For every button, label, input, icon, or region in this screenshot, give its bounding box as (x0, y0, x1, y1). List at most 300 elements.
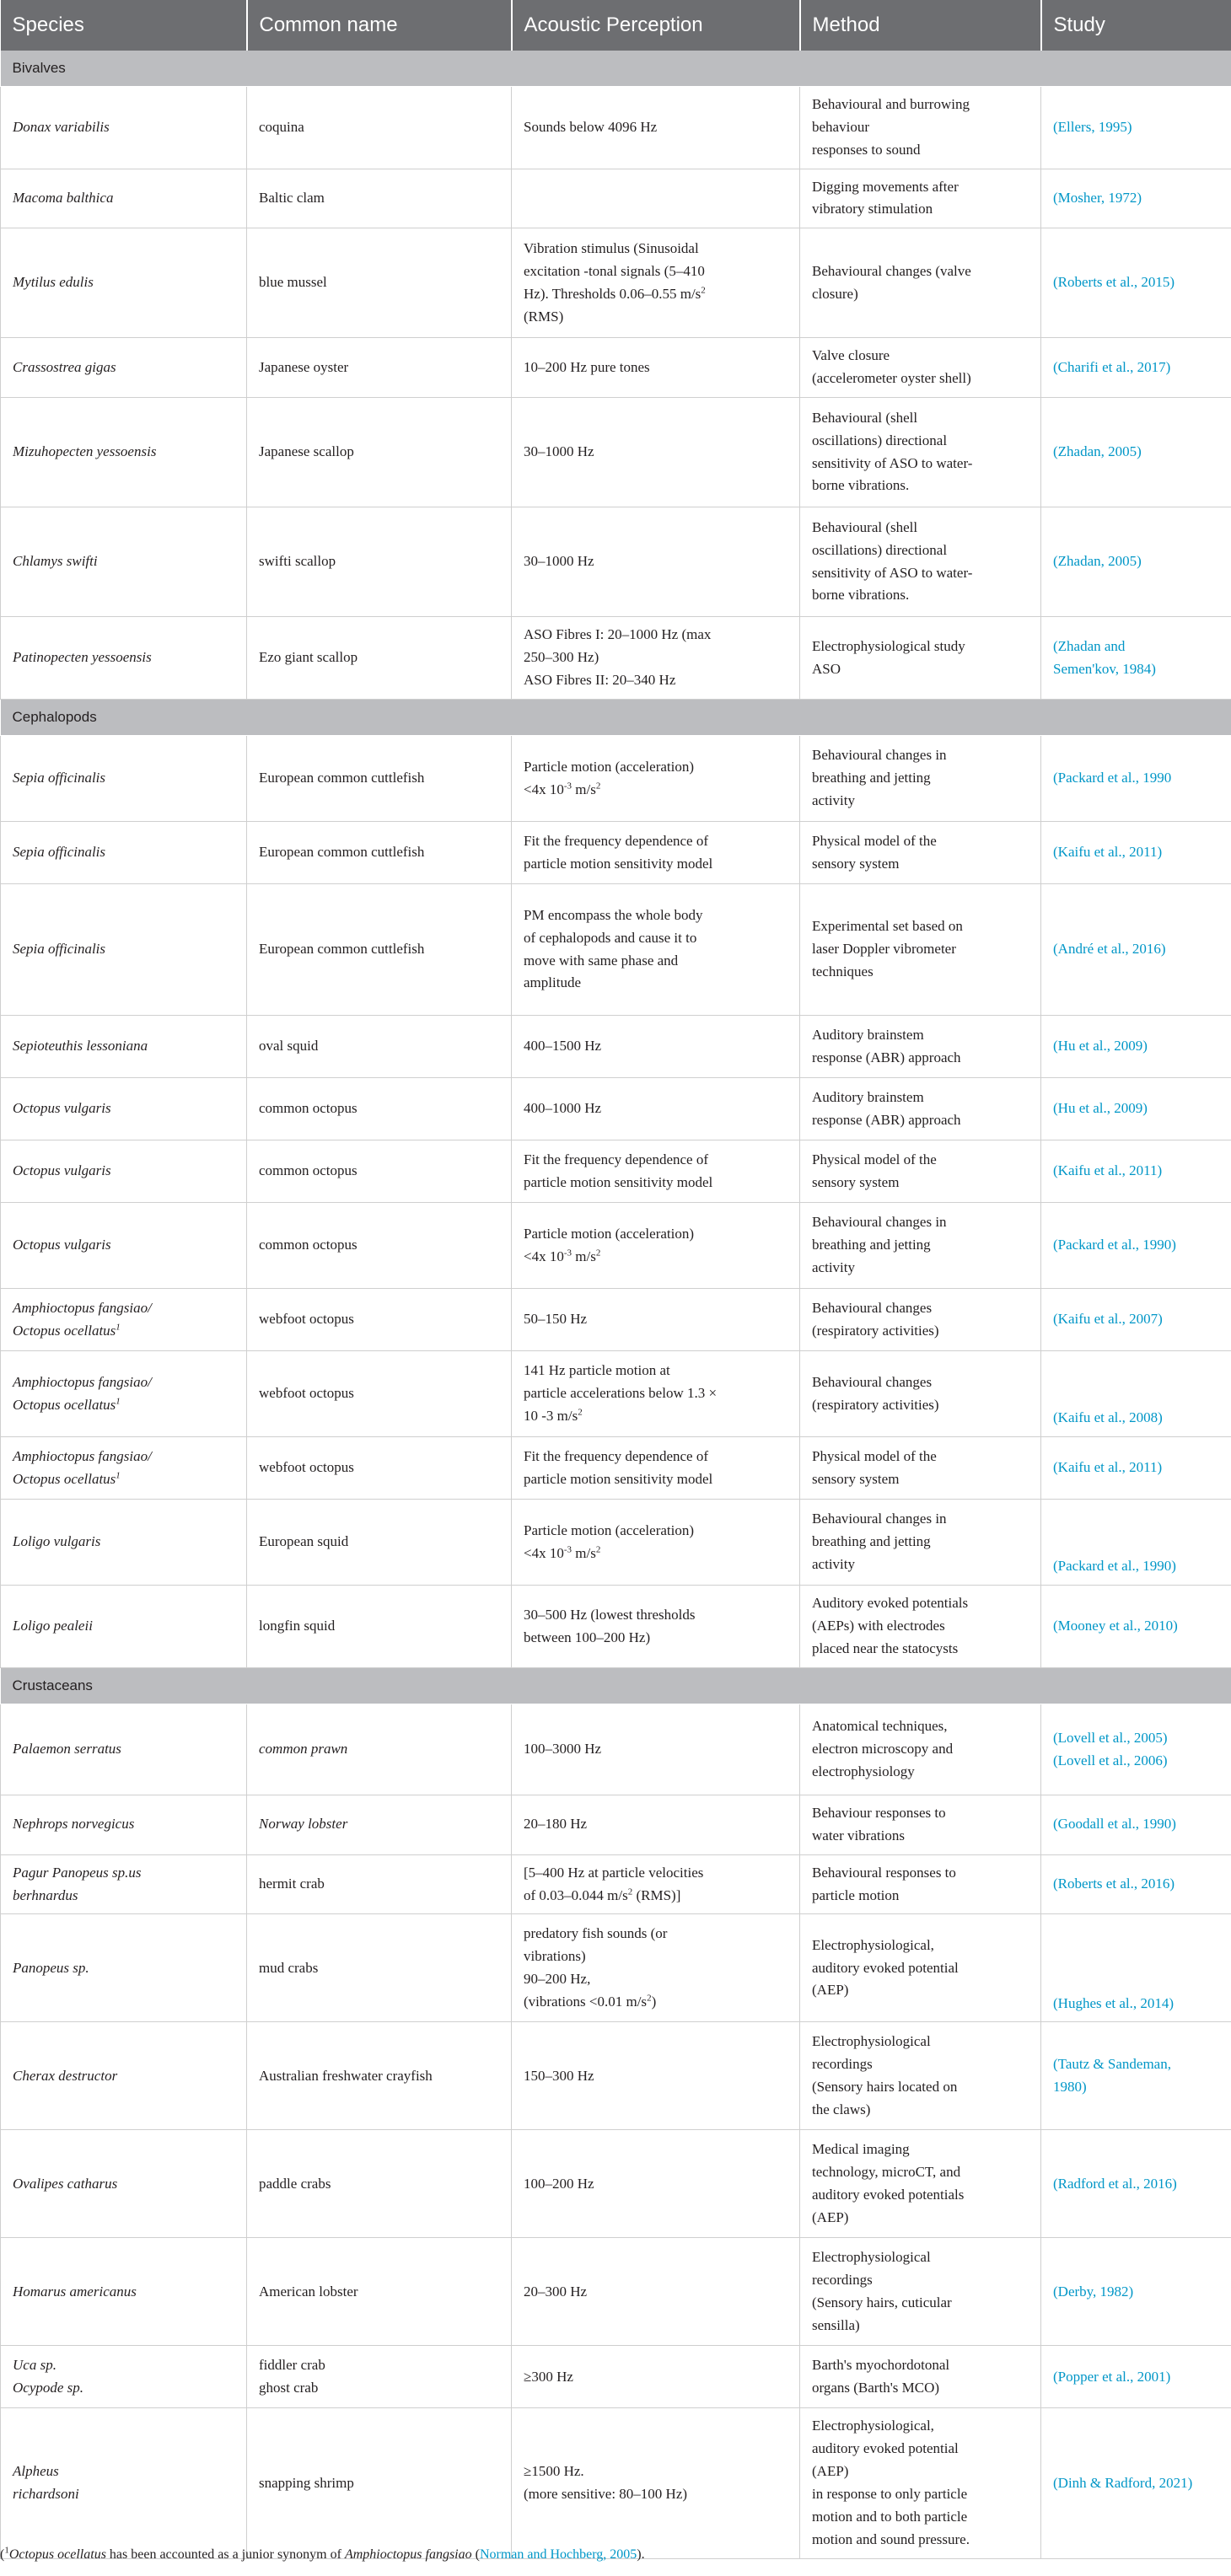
acoustic-perception-cell (512, 617, 800, 700)
header-acoustic-perception: Acoustic Perception (512, 0, 800, 51)
common-name-cell (247, 822, 512, 884)
method-line: Behavioural changes (812, 1373, 933, 1390)
method-cell (800, 1203, 1041, 1289)
method-line: breathing and jetting (812, 1237, 931, 1253)
acoustic-perception-line: particle motion sensitivity model (524, 855, 713, 872)
study-cell[interactable] (1041, 1500, 1231, 1586)
table-row (1, 1437, 1231, 1500)
species-cell (1, 1704, 247, 1795)
method-line: Barth's myochordotonal (812, 2357, 950, 2374)
method-line: activity (812, 1258, 855, 1275)
acoustic-perception-line: 400–1500 Hz (524, 1038, 602, 1055)
common-name-cell (247, 1704, 512, 1795)
method-line: (AEP) (812, 1982, 849, 1999)
table-row (1, 884, 1231, 1016)
study-line[interactable]: (Kaifu et al., 2011) (1053, 1162, 1163, 1179)
study-line[interactable]: (Derby, 1982) (1053, 2283, 1134, 2300)
common-name-line: webfoot octopus (259, 1459, 354, 1476)
common-name-line: mud crabs (259, 1959, 319, 1976)
common-name-cell (247, 1203, 512, 1289)
study-line[interactable]: (Popper et al., 2001) (1053, 2368, 1171, 2385)
method-cell (800, 884, 1041, 1016)
study-cell[interactable] (1041, 2408, 1231, 2558)
acoustic-perception-line: of 0.03–0.044 $m/s^2$ (RMS)] (524, 1886, 681, 1903)
study-cell[interactable] (1041, 398, 1231, 507)
study-line[interactable]: (Hu et al., 2009) (1053, 1038, 1148, 1055)
study-cell[interactable] (1041, 87, 1231, 169)
species-cell (1, 1140, 247, 1203)
study-line[interactable]: (Goodall et al., 1990) (1053, 1816, 1176, 1833)
table-row (1, 87, 1231, 169)
study-line[interactable]: (André et al., 2016) (1053, 941, 1166, 958)
method-line: sensilla) (812, 2316, 860, 2333)
table-row (1, 1795, 1231, 1855)
common-name-cell (247, 87, 512, 169)
method-line: the claws) (812, 2101, 871, 2117)
header-species: Species (1, 0, 247, 51)
common-name-cell (247, 1078, 512, 1140)
method-line: Auditory evoked potentials (812, 1595, 969, 1612)
common-name-line: longfin squid (259, 1618, 336, 1634)
method-cell (800, 822, 1041, 884)
common-name-cell (247, 1914, 512, 2022)
study-line[interactable]: (Mooney et al., 2010) (1053, 1618, 1178, 1634)
method-line: (respiratory activities) (812, 1322, 939, 1339)
acoustic-perception-cell (512, 1914, 800, 2022)
study-cell[interactable] (1041, 1437, 1231, 1500)
species-line: Patinopecten yessoensis (13, 649, 152, 666)
acoustic-perception-line: amplitude (524, 974, 581, 991)
method-line: placed near the statocysts (812, 1640, 959, 1656)
study-line[interactable]: (Dinh & Radford, 2021) (1053, 2474, 1193, 2491)
group-row (1, 700, 1231, 736)
study-line[interactable]: 1980) (1053, 2078, 1087, 2095)
acoustic-perception-cell (512, 2022, 800, 2130)
study-line[interactable]: (Lovell et al., 2005) (1053, 1729, 1168, 1746)
acoustic-perception-cell (512, 2130, 800, 2238)
study-line[interactable]: (Zhadan, 2005) (1053, 443, 1142, 460)
footnote-close: ). (637, 2547, 645, 2562)
table-header (1, 0, 1231, 51)
study-line[interactable]: (Kaifu et al., 2008) (1053, 1409, 1163, 1426)
method-line: (AEPs) with electrodes (812, 1618, 945, 1634)
method-line: breathing and jetting (812, 770, 931, 786)
species-line: Sepia officinalis (13, 844, 106, 861)
acoustic-perception-line: Particle motion (acceleration) (524, 758, 695, 775)
acoustic-perception-line: Fit the frequency dependence of (524, 1151, 709, 1167)
common-name-cell (247, 1437, 512, 1500)
acoustic-perception-line: Sounds below 4096 Hz (524, 118, 658, 135)
acoustic-perception-line: between 100–200 Hz) (524, 1629, 651, 1645)
study-cell[interactable] (1041, 507, 1231, 617)
common-name-line: paddle crabs (259, 2175, 331, 2192)
species-line: Uca sp. (13, 2357, 56, 2374)
species-line: richardsoni (13, 2486, 79, 2503)
species-line: Pagur Panopeus sp.us (13, 1864, 142, 1881)
table-row (1, 169, 1231, 228)
method-line: recordings (812, 2272, 873, 2289)
species-line: Alpheus (13, 2463, 59, 2480)
species-line: Octopus ocellatus$^1$ (13, 1395, 121, 1413)
species-cell (1, 617, 247, 700)
species-line: Nephrops norvegicus (13, 1816, 135, 1833)
common-name-line: oval squid (259, 1038, 319, 1055)
method-cell (800, 1016, 1041, 1078)
study-cell[interactable] (1041, 228, 1231, 338)
method-line: laser Doppler vibrometer (812, 941, 956, 958)
method-line: Anatomical techniques, (812, 1718, 948, 1735)
common-name-line: webfoot octopus (259, 1311, 354, 1328)
species-line: Octopus ocellatus$^1$ (13, 1469, 121, 1487)
acoustic-perception-cell (512, 1140, 800, 1203)
study-cell[interactable] (1041, 2130, 1231, 2238)
group-label: Cephalopods (1, 700, 1231, 736)
species-cell (1, 2408, 247, 2558)
method-line: activity (812, 792, 855, 808)
species-line: Sepia officinalis (13, 770, 106, 786)
method-line: activity (812, 1555, 855, 1572)
method-cell (800, 2238, 1041, 2346)
study-line[interactable]: (Lovell et al., 2006) (1053, 1752, 1168, 1768)
method-line: Auditory brainstem (812, 1088, 924, 1105)
study-line[interactable]: (Radford et al., 2016) (1053, 2175, 1177, 2192)
study-line[interactable]: (Roberts et al., 2016) (1053, 1876, 1175, 1892)
species-line: berhnardus (13, 1886, 78, 1903)
common-name-line: European squid (259, 1533, 349, 1550)
acoustic-perception-line: <4x $10^{-3}$ $m/s^2$ (524, 1543, 601, 1561)
study-line[interactable]: Semen'kov, 1984) (1053, 660, 1156, 677)
study-cell[interactable] (1041, 1586, 1231, 1668)
method-cell (800, 398, 1041, 507)
method-line: response (ABR) approach (812, 1111, 961, 1128)
method-cell (800, 338, 1041, 398)
method-line: auditory evoked potential (812, 1959, 959, 1976)
method-line: borne vibrations. (812, 477, 910, 494)
method-cell (800, 2130, 1041, 2238)
common-name-cell (247, 1854, 512, 1914)
study-line[interactable]: (Charifi et al., 2017) (1053, 358, 1171, 375)
footnote-mark: 1 (4, 2545, 9, 2556)
species-cell (1, 338, 247, 398)
common-name-line: swifti scallop (259, 553, 336, 570)
study-cell[interactable] (1041, 2022, 1231, 2130)
table-row (1, 1289, 1231, 1351)
common-name-line: blue mussel (259, 274, 327, 291)
study-cell[interactable] (1041, 884, 1231, 1016)
species-line: Macoma balthica (13, 190, 114, 206)
species-line: Cherax destructor (13, 2067, 118, 2084)
acoustic-perception-line: 50–150 Hz (524, 1311, 588, 1328)
method-line: Behavioural and burrowing behaviour (812, 96, 970, 135)
acoustic-perception-line: 30–1000 Hz (524, 553, 594, 570)
species-cell (1, 1437, 247, 1500)
study-cell[interactable] (1041, 1854, 1231, 1914)
group-label: Crustaceans (1, 1668, 1231, 1704)
study-line[interactable]: (Kaifu et al., 2011) (1053, 1459, 1163, 1476)
common-name-line: snapping shrimp (259, 2474, 354, 2491)
acoustic-perception-cell (512, 1586, 800, 1668)
acoustic-perception-line: particle motion sensitivity model (524, 1470, 713, 1487)
study-cell[interactable] (1041, 736, 1231, 822)
method-line: Behavioural (shell (812, 409, 918, 426)
common-name-cell (247, 398, 512, 507)
footnote-text: has been accounted as a junior synonym of (105, 2547, 345, 2562)
common-name-cell (247, 1586, 512, 1668)
study-line[interactable]: (Hu et al., 2009) (1053, 1100, 1148, 1117)
method-line: Behaviour responses to (812, 1805, 946, 1822)
common-name-cell (247, 1500, 512, 1586)
study-line[interactable]: (Tautz & Sandeman, (1053, 2056, 1171, 2073)
footnote-species-name: Octopus ocellatus (8, 2547, 106, 2562)
method-cell (800, 1078, 1041, 1140)
method-cell (800, 2022, 1041, 2130)
study-cell[interactable] (1041, 338, 1231, 398)
table-row (1, 736, 1231, 822)
study-line[interactable]: (Packard et al., 1990) (1053, 1558, 1176, 1575)
method-line: Valve closure (812, 347, 890, 364)
study-cell[interactable] (1041, 1203, 1231, 1289)
species-line: Loligo pealeii (13, 1618, 93, 1634)
method-line: Physical model of the (812, 1447, 937, 1464)
species-line: Amphioctopus fangsiao/ (13, 1373, 152, 1390)
acoustic-perception-cell (512, 1854, 800, 1914)
method-line: (AEP) (812, 2463, 849, 2480)
common-name-cell (247, 884, 512, 1016)
acoustic-perception-cell (512, 507, 800, 617)
table-row (1, 822, 1231, 884)
common-name-cell (247, 338, 512, 398)
common-name-cell (247, 2346, 512, 2408)
study-line[interactable]: (Kaifu et al., 2007) (1053, 1311, 1163, 1328)
species-cell (1, 169, 247, 228)
species-line: Octopus vulgaris (13, 1237, 111, 1253)
method-line: vibratory stimulation (812, 201, 933, 217)
common-name-cell (247, 1016, 512, 1078)
study-cell[interactable] (1041, 1351, 1231, 1437)
acoustic-perception-line: excitation -tonal signals (5–410 (524, 262, 705, 279)
method-line: (accelerometer oyster shell) (812, 370, 971, 387)
header-common-name: Common name (247, 0, 512, 51)
species-cell (1, 228, 247, 338)
study-line[interactable]: (Packard et al., 1990) (1053, 1237, 1176, 1253)
method-line: Electrophysiological study (812, 637, 965, 654)
species-line: Sepioteuthis lessoniana (13, 1038, 148, 1055)
acoustic-perception-line: particle motion sensitivity model (524, 1173, 713, 1190)
acoustic-perception-line: 90–200 Hz, (524, 1970, 591, 1987)
group-label: Bivalves (1, 51, 1231, 87)
method-line: Digging movements after (812, 178, 959, 195)
species-line: Palaemon serratus (13, 1741, 121, 1758)
method-line: sensory system (812, 855, 900, 872)
acoustic-perception-cell (512, 1704, 800, 1795)
common-name-cell (247, 169, 512, 228)
common-name-cell (247, 507, 512, 617)
common-name-cell (247, 2408, 512, 2558)
species-line: Ovalipes catharus (13, 2175, 118, 2192)
footnote-open-paren: ( (0, 2547, 5, 2562)
species-cell (1, 1795, 247, 1855)
acoustic-perception-line: Fit the frequency dependence of (524, 832, 709, 849)
acoustic-perception-line: 20–300 Hz (524, 2283, 588, 2300)
table-row (1, 1704, 1231, 1795)
common-name-line: Baltic clam (259, 190, 325, 206)
acoustic-perception-line: 30–500 Hz (lowest thresholds (524, 1606, 696, 1623)
study-line[interactable]: (Hughes et al., 2014) (1053, 1994, 1175, 2011)
acoustic-perception-cell (512, 228, 800, 338)
method-line: Physical model of the (812, 1151, 937, 1167)
table-row (1, 507, 1231, 617)
study-cell[interactable] (1041, 1078, 1231, 1140)
study-line[interactable]: (Packard et al., 1990 (1053, 770, 1172, 786)
common-name-cell (247, 2022, 512, 2130)
species-line: Ocypode sp. (13, 2379, 84, 2396)
table-row (1, 1914, 1231, 2022)
method-line: Behavioural responses to (812, 1864, 956, 1881)
common-name-line: common prawn (259, 1741, 348, 1758)
species-line: Crassostrea gigas (13, 358, 116, 375)
table-row (1, 1078, 1231, 1140)
acoustic-perception-cell (512, 1289, 800, 1351)
common-name-line: common octopus (259, 1100, 357, 1117)
species-line: Donax variabilis (13, 118, 110, 135)
header-study: Study (1041, 0, 1231, 51)
method-line: (Sensory hairs, cuticular (812, 2294, 952, 2310)
method-line: sensitivity of ASO to water- (812, 454, 973, 471)
method-line: (respiratory activities) (812, 1396, 939, 1413)
acoustic-perception-line: predatory fish sounds (or (524, 1925, 668, 1942)
acoustic-perception-line: 141 Hz particle motion at (524, 1362, 670, 1379)
method-line: techniques (812, 963, 874, 979)
common-name-line: European common cuttlefish (259, 770, 425, 786)
table-body (1, 51, 1231, 2558)
species-cell (1, 1914, 247, 2022)
method-cell (800, 1500, 1041, 1586)
study-line[interactable]: (Kaifu et al., 2011) (1053, 844, 1163, 861)
common-name-line: Norway lobster (259, 1816, 348, 1833)
acoustic-perception-cell (512, 736, 800, 822)
study-cell[interactable] (1041, 1795, 1231, 1855)
species-cell (1, 1078, 247, 1140)
method-line: sensory system (812, 1470, 900, 1487)
acoustic-perception-cell (512, 87, 800, 169)
species-cell (1, 507, 247, 617)
header-row (1, 0, 1231, 51)
acoustic-perception-line: ASO Fibres II: 20–340 Hz (524, 671, 676, 688)
method-line: Behavioural changes (812, 1299, 933, 1316)
acoustic-perception-cell (512, 1351, 800, 1437)
method-cell (800, 1914, 1041, 2022)
method-line: ASO (812, 660, 841, 677)
acoustic-perception-cell (512, 398, 800, 507)
species-cell (1, 1854, 247, 1914)
study-line[interactable]: (Zhadan, 2005) (1053, 553, 1142, 570)
table-row (1, 1140, 1231, 1203)
method-line: water vibrations (812, 1827, 905, 1843)
study-cell[interactable] (1041, 617, 1231, 700)
common-name-cell (247, 2238, 512, 2346)
acoustic-perception-line: PM encompass the whole body (524, 906, 703, 923)
acoustic-perception-cell (512, 1795, 800, 1855)
species-line: Mytilus edulis (13, 274, 94, 291)
species-line: Octopus vulgaris (13, 1162, 111, 1179)
study-cell[interactable] (1041, 1140, 1231, 1203)
species-cell (1, 2022, 247, 2130)
study-cell[interactable] (1041, 1289, 1231, 1351)
method-line: Electrophysiological, (812, 2418, 934, 2434)
method-line: motion and sound pressure. (812, 2530, 970, 2547)
species-line: Mizuhopecten yessoensis (13, 443, 157, 460)
common-name-line: American lobster (259, 2283, 358, 2300)
study-line[interactable]: (Ellers, 1995) (1053, 118, 1132, 135)
acoustic-perception-line: (vibrations <0.01 $m/s^2$) (524, 1993, 657, 2010)
species-cell (1, 2130, 247, 2238)
method-line: particle motion (812, 1886, 900, 1903)
common-name-cell (247, 1351, 512, 1437)
species-line: Amphioctopus fangsiao/ (13, 1299, 152, 1316)
method-line: Electrophysiological, (812, 1936, 934, 1953)
method-line: Physical model of the (812, 832, 937, 849)
method-line: sensitivity of ASO to water- (812, 564, 973, 581)
species-cell (1, 398, 247, 507)
species-line: Chlamys swifti (13, 553, 98, 570)
method-cell (800, 1854, 1041, 1914)
common-name-line: fiddler crab (259, 2357, 325, 2374)
table-row (1, 338, 1231, 398)
method-line: organs (Barth's MCO) (812, 2379, 940, 2396)
acoustic-perception-line: ≥1500 Hz. (524, 2463, 584, 2480)
table-row (1, 2130, 1231, 2238)
method-line: electrophysiology (812, 1763, 915, 1779)
method-line: oscillations) directional (812, 432, 948, 448)
species-line: Octopus vulgaris (13, 1100, 111, 1117)
study-cell[interactable] (1041, 1016, 1231, 1078)
acoustic-perception-line: Hz). Thresholds 0.06–0.55 $m/s^2$ (524, 285, 706, 302)
study-line[interactable]: (Zhadan and (1053, 637, 1126, 654)
method-line: auditory evoked potential (812, 2440, 959, 2457)
acoustic-perception-line: of cephalopods and cause it to (524, 929, 697, 946)
study-cell[interactable] (1041, 169, 1231, 228)
study-cell[interactable] (1041, 1914, 1231, 2022)
method-line: responses to sound (812, 141, 921, 158)
method-cell (800, 1289, 1041, 1351)
method-line: oscillations) directional (812, 541, 948, 558)
species-line: Panopeus sp. (13, 1959, 89, 1976)
species-cell (1, 736, 247, 822)
study-line[interactable]: (Roberts et al., 2015) (1053, 274, 1175, 291)
table-row (1, 398, 1231, 507)
study-cell[interactable] (1041, 1704, 1231, 1795)
footnote-citation-link[interactable]: Norman and Hochberg, 2005 (479, 2547, 637, 2562)
study-cell[interactable] (1041, 2238, 1231, 2346)
acoustic-perception-cell (512, 338, 800, 398)
method-line: borne vibrations. (812, 587, 910, 604)
acoustic-perception-line: Vibration stimulus (Sinusoidal (524, 240, 699, 257)
study-cell[interactable] (1041, 822, 1231, 884)
method-cell (800, 1437, 1041, 1500)
common-name-line: hermit crab (259, 1876, 325, 1892)
study-line[interactable]: (Mosher, 1972) (1053, 190, 1142, 206)
study-cell[interactable] (1041, 2346, 1231, 2408)
acoustic-perception-cell (512, 2238, 800, 2346)
method-line: (Sensory hairs located on (812, 2078, 958, 2095)
acoustic-perception-cell (512, 169, 800, 228)
common-name-line: webfoot octopus (259, 1385, 354, 1402)
species-cell (1, 1203, 247, 1289)
method-line: Behavioural (shell (812, 518, 918, 535)
common-name-cell (247, 1289, 512, 1351)
method-line: recordings (812, 2056, 873, 2073)
common-name-line: European common cuttlefish (259, 941, 425, 958)
